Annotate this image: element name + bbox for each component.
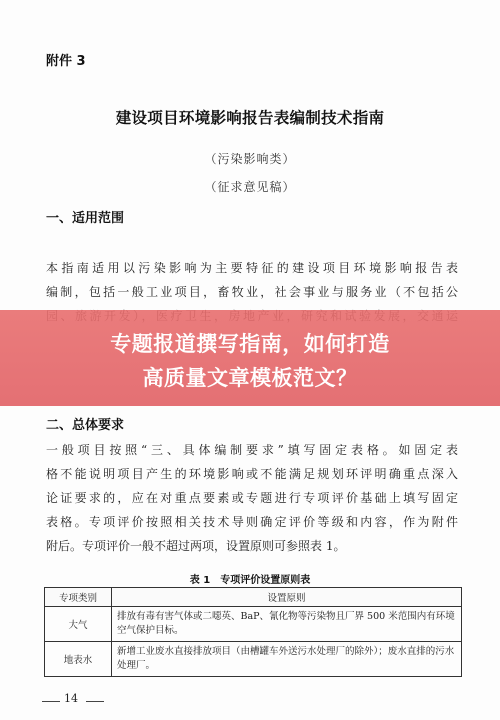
page-number: 14 — [64, 692, 78, 705]
footer-rule-right — [86, 701, 104, 702]
paragraph-line: 格不能说明项目产生的环境影响或不能满足规划环评明确重点深入 — [46, 467, 458, 481]
banner-title-line-1: 专题报道撰写指南，如何打造 — [110, 332, 390, 356]
cell-principle: 新增工业废水直接排放项目（由槽罐车外送污水处理厂的除外）；废水直排的污水处理厂。 — [112, 642, 462, 677]
paragraph-line: 本指南适用以污染影响为主要特征的建设项目环境影响报告表 — [46, 261, 458, 275]
paragraph-line: 表格。专项评价按照相关技术导则确定评价等级和内容，作为附件 — [46, 515, 458, 529]
table-row — [45, 642, 462, 677]
table-header-row — [45, 588, 462, 607]
cell-principle: 排放有毒有害气体或二噁英、BaP、氰化物等污染物且厂界 500 米范围内有环境空气保护目标。 — [112, 607, 462, 642]
cell-category: 大气 — [45, 607, 112, 642]
table-row — [45, 607, 462, 642]
overlay-banner — [0, 310, 500, 406]
column-header-category: 专项类别 — [45, 588, 112, 607]
document-title: 建设项目环境影响报告表编制技术指南 — [115, 109, 385, 127]
paragraph-line: 论证要求的，应在对重点要素或专题进行专项评价基础上填写固定 — [46, 491, 458, 505]
special-assessment-table — [44, 587, 462, 677]
cell-category: 地表水 — [45, 642, 112, 677]
paragraph-line: 编制，包括一般工业项目，畜牧业，社会事业与服务业（不包括公 — [46, 285, 458, 299]
column-header-principle: 设置原则 — [112, 588, 462, 607]
document-subtitle-category: （污染影响类） — [204, 152, 296, 166]
document-subtitle-draft: （征求意见稿） — [204, 180, 296, 194]
section-heading-scope: 一、适用范围 — [46, 211, 125, 226]
table-caption: 表 1 专项评价设置原则表 — [189, 575, 311, 586]
paragraph-line: 附后。专项评价一般不超过两项，设置原则可参照表 1。 — [46, 539, 346, 553]
banner-title-line-2: 高质量文章模板范文？ — [142, 366, 358, 390]
section-body-general-requirements — [46, 438, 458, 558]
section-heading-general-requirements: 二、总体要求 — [46, 418, 125, 433]
attachment-label: 附件 3 — [46, 54, 86, 69]
footer-rule-left — [42, 701, 60, 702]
paragraph-line: 一般项目按照“三、具体编制要求”填写固定表格。如固定表 — [46, 443, 458, 457]
